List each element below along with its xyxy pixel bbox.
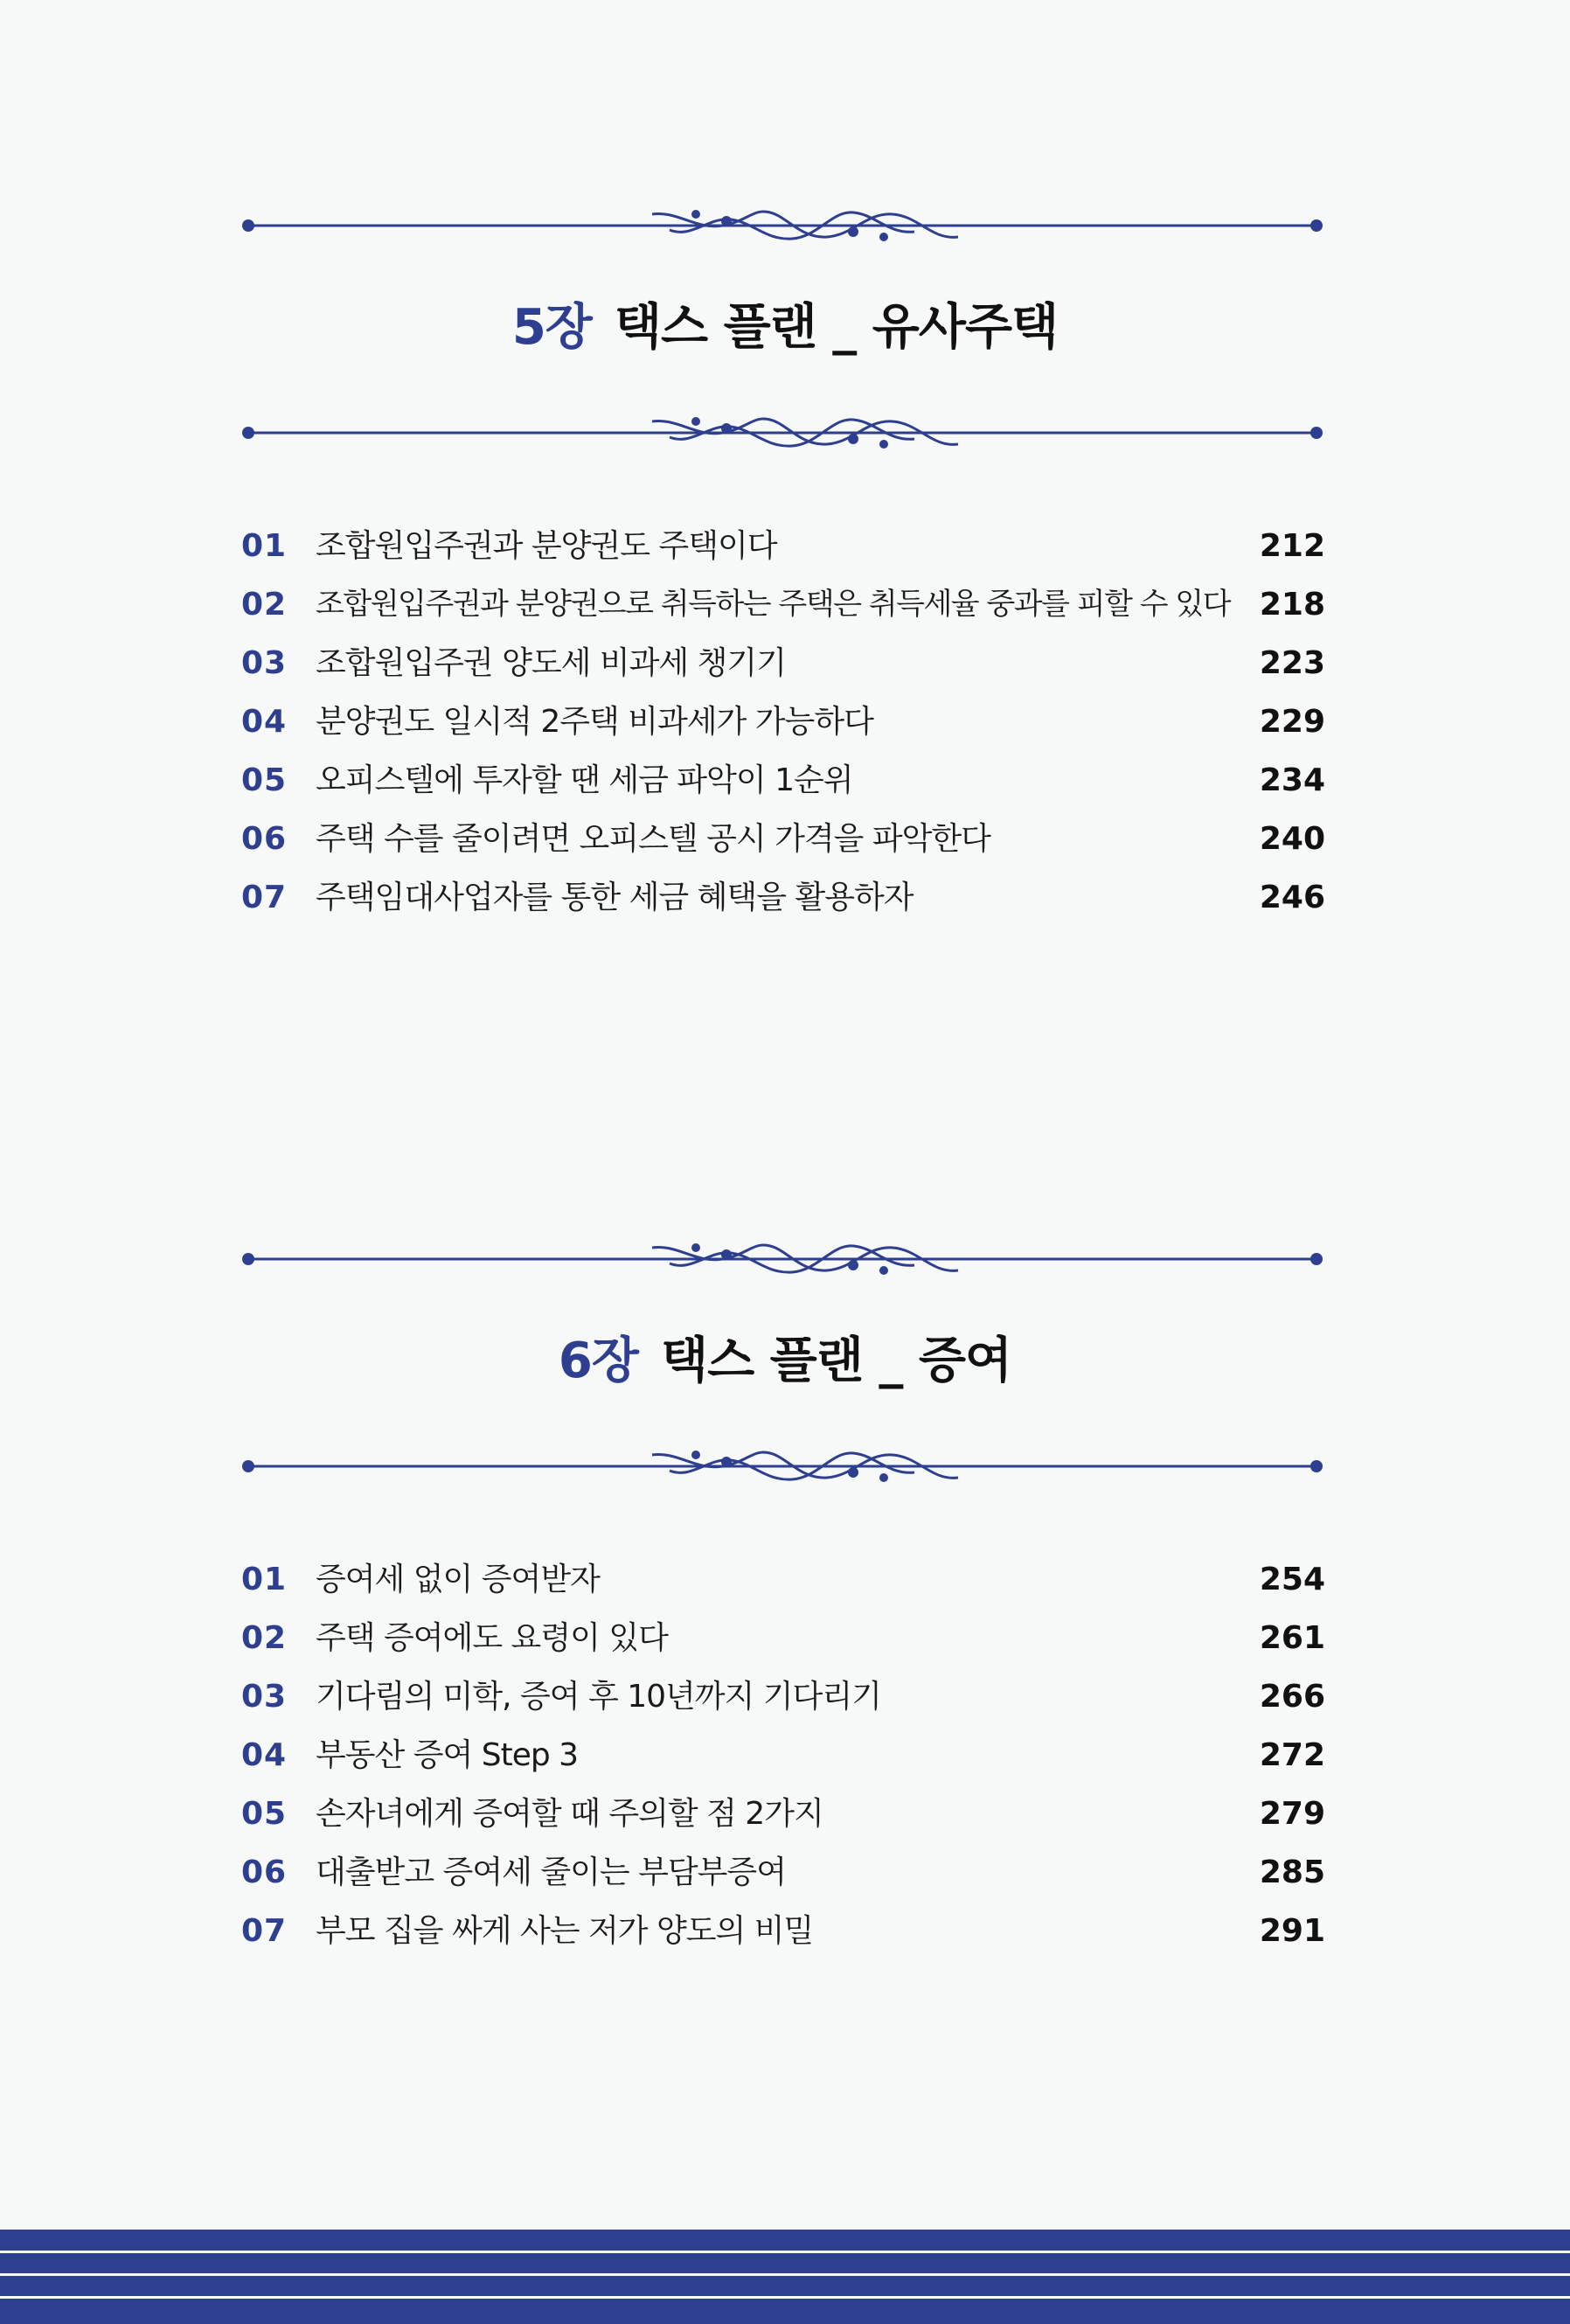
toc-page: 229 (1259, 704, 1325, 740)
toc-number: 02 (241, 1620, 288, 1656)
toc-number: 01 (241, 1562, 288, 1597)
chapter-number: 5장 (511, 299, 592, 356)
toc-title: 기다림의 미학, 증여 후 10년까지 기다리기 (316, 1679, 881, 1715)
toc-page: 261 (1259, 1620, 1325, 1656)
toc-title: 증여세 없이 증여받자 (316, 1562, 600, 1597)
toc-title: 조합원입주권과 분양권으로 취득하는 주택은 취득세율 중과를 피할 수 있다 (316, 587, 1231, 622)
footer-stripe (0, 2273, 1570, 2276)
chapter-number: 6장 (558, 1332, 638, 1389)
ornament-flourish-icon (241, 204, 1323, 247)
chapter-6-heading (0, 1331, 1570, 1392)
toc-entry[interactable] (241, 1609, 1325, 1667)
toc-entry[interactable] (241, 1902, 1325, 1960)
footer-band (0, 2230, 1570, 2324)
toc-entry[interactable] (241, 1667, 1325, 1726)
toc-page: 218 (1259, 587, 1325, 623)
ornament-flourish-icon (241, 411, 1323, 455)
toc-entry[interactable] (241, 1550, 1325, 1609)
toc-title: 부모 집을 싸게 사는 저가 양도의 비밀 (316, 1913, 814, 1949)
toc-number: 03 (241, 645, 288, 681)
toc-entry[interactable] (241, 634, 1325, 692)
ornament-divider-bottom (241, 411, 1323, 455)
toc-number: 05 (241, 762, 288, 798)
toc-page: 223 (1259, 645, 1325, 681)
toc-entry[interactable] (241, 517, 1325, 575)
toc-number: 06 (241, 1854, 288, 1890)
toc-entry[interactable] (241, 1785, 1325, 1843)
toc-title: 오피스텔에 투자할 땐 세금 파악이 1순위 (316, 762, 853, 798)
toc-number: 03 (241, 1679, 288, 1715)
toc-number: 02 (241, 587, 288, 623)
footer-stripe (0, 2296, 1570, 2299)
toc-entry[interactable] (241, 810, 1325, 868)
toc-number: 05 (241, 1796, 288, 1832)
toc-number: 04 (241, 704, 288, 740)
toc-entry[interactable] (241, 692, 1325, 751)
toc-number: 07 (241, 1913, 288, 1949)
toc-title: 주택임대사업자를 통한 세금 혜택을 활용하자 (316, 880, 914, 915)
toc-title: 주택 수를 줄이려면 오피스텔 공시 가격을 파악한다 (316, 821, 990, 857)
toc-page: 212 (1259, 528, 1325, 564)
toc-title: 대출받고 증여세 줄이는 부담부증여 (316, 1854, 786, 1890)
toc-title: 조합원입주권과 분양권도 주택이다 (316, 528, 777, 564)
toc-page: 246 (1259, 880, 1325, 915)
toc-entry[interactable] (241, 575, 1325, 634)
toc-page: 234 (1259, 762, 1325, 798)
toc-title: 손자녀에게 증여할 때 주의할 점 2가지 (316, 1796, 823, 1832)
toc-page: 240 (1259, 821, 1325, 857)
ornament-flourish-icon (241, 1444, 1323, 1488)
toc-entry[interactable] (241, 1843, 1325, 1902)
chapter-name: 택스 플랜 _ 증여 (660, 1332, 1012, 1389)
footer-stripe (0, 2251, 1570, 2253)
toc-number: 01 (241, 528, 288, 564)
toc-title: 부동산 증여 Step 3 (316, 1737, 579, 1773)
toc-number: 04 (241, 1737, 288, 1773)
toc-entry[interactable] (241, 868, 1325, 927)
toc-number: 07 (241, 880, 288, 915)
toc-title: 주택 증여에도 요령이 있다 (316, 1620, 668, 1656)
toc-page: 266 (1259, 1679, 1325, 1715)
ornament-divider-bottom (241, 1444, 1323, 1488)
toc-page: 291 (1259, 1913, 1325, 1949)
toc-number: 06 (241, 821, 288, 857)
chapter-5-toc (241, 517, 1325, 927)
ornament-divider-top (241, 204, 1323, 247)
toc-title: 조합원입주권 양도세 비과세 챙기기 (316, 645, 786, 681)
toc-entry[interactable] (241, 1726, 1325, 1785)
chapter-name: 택스 플랜 _ 유사주택 (614, 299, 1059, 356)
toc-page: 272 (1259, 1737, 1325, 1773)
chapter-5-heading (0, 297, 1570, 358)
toc-title: 분양권도 일시적 2주택 비과세가 가능하다 (316, 704, 873, 740)
toc-page: 279 (1259, 1796, 1325, 1832)
ornament-flourish-icon (241, 1237, 1323, 1281)
chapter-6-toc (241, 1550, 1325, 1960)
toc-entry[interactable] (241, 751, 1325, 810)
toc-page: 254 (1259, 1562, 1325, 1597)
toc-page: 285 (1259, 1854, 1325, 1890)
ornament-divider-top (241, 1237, 1323, 1281)
